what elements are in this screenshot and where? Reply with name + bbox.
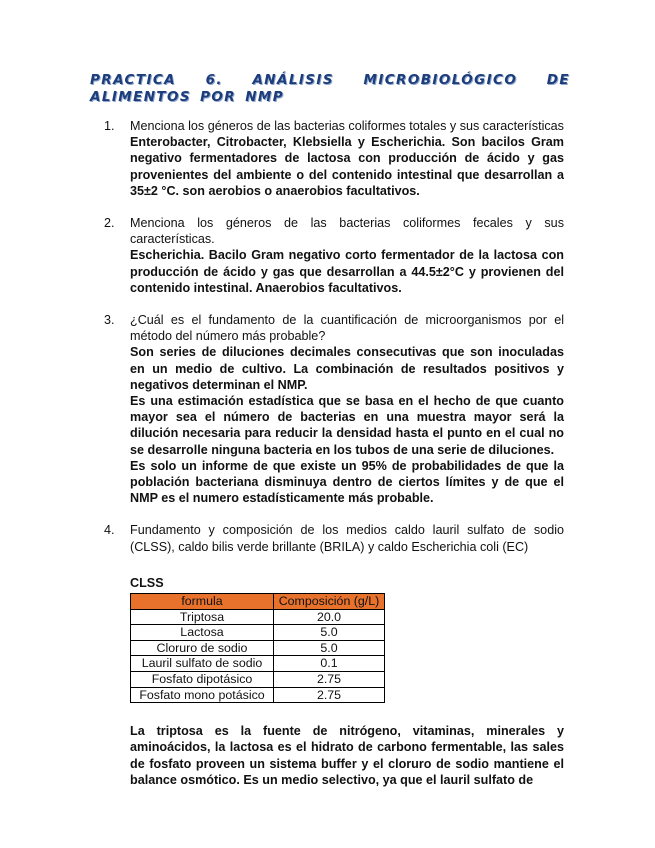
question-text: ¿Cuál es el fundamento de la cuantificación de microorganismos por el método del número más probable? bbox=[130, 313, 564, 344]
table-row bbox=[131, 656, 385, 672]
table-row bbox=[131, 687, 385, 703]
ingredient-cell: Triptosa bbox=[131, 609, 274, 625]
answer-text: Son series de diluciones decimales consecutivas que son inoculadas en un medio de cultivo. La combinación de resultados positivos y negativos determinan el NMP. bbox=[130, 345, 564, 392]
answer-text: Enterobacter, Citrobacter, Klebsiella y Escherichia. Son bacilos Gram negativo fermentadores de lactosa con producción de ácido y gas provenientes del ambiente o del contenido intestinal que desarrollan a 35±2 °C. son aerobios o anaerobios facultativos. bbox=[130, 135, 564, 198]
answer-text: Es una estimación estadística que se basa en el hecho de que cuanto mayor sea el número de bacterias en una muestra mayor será la dilución necesaria para reducir la densidad hasta el punto en el cual no se desarrolle ninguna bacteria en los tubos de una serie de diluciones. bbox=[130, 394, 564, 457]
question-text: Menciona los géneros de las bacterias coliformes totales y sus características bbox=[130, 119, 564, 133]
ingredient-cell: Lauril sulfato de sodio bbox=[131, 656, 274, 672]
ingredient-cell: Fosfato mono potásico bbox=[131, 687, 274, 703]
document-title: PRACTICA 6. ANÁLISIS MICROBIOLÓGICO DE ALIMENTOS POR NMP bbox=[90, 72, 570, 105]
question-list bbox=[104, 118, 564, 788]
table-row bbox=[131, 625, 385, 641]
question-number: 1. bbox=[104, 119, 115, 133]
table-row bbox=[131, 609, 385, 625]
amount-cell: 5.0 bbox=[274, 640, 385, 656]
table-row bbox=[131, 672, 385, 688]
amount-cell: 2.75 bbox=[274, 687, 385, 703]
answer-text: Es solo un informe de que existe un 95% de probabilidades de que la población bacteriana disminuya dentro de ciertos límites y de que el NMP es el numero estadísticamente más probable. bbox=[130, 458, 564, 506]
question-number: 2. bbox=[104, 216, 115, 231]
clss-table-label: CLSS bbox=[130, 575, 164, 590]
question-number: 3. bbox=[104, 313, 115, 328]
amount-cell: 2.75 bbox=[274, 672, 385, 688]
question-text: Menciona los géneros de las bacterias coliformes fecales y sus características. bbox=[130, 216, 564, 247]
question-number: 4. bbox=[104, 523, 115, 538]
amount-cell: 0.1 bbox=[274, 656, 385, 672]
ingredient-cell: Cloruro de sodio bbox=[131, 640, 274, 656]
question-item bbox=[104, 215, 564, 296]
table-header-row bbox=[131, 594, 385, 610]
amount-cell: 20.0 bbox=[274, 609, 385, 625]
question-item bbox=[104, 312, 564, 506]
clss-explanation-paragraph: La triptosa es la fuente de nitrógeno, vitaminas, minerales y aminoácidos, la lactosa es el hidrato de carbono fermentable, las sales de fosfato proveen un sistema buffer y el cloruro de sodio mantiene el balance osmótico. Es un medio selectivo, ya que el lauril sulfato de bbox=[130, 724, 564, 787]
question-text: Fundamento y composición de los medios caldo lauril sulfato de sodio (CLSS), caldo bilis verde brillante (BRILA) y caldo Escherichia coli (EC) bbox=[130, 523, 564, 554]
header-composition: Composición (g/L) bbox=[274, 594, 385, 610]
header-formula: formula bbox=[131, 594, 274, 610]
amount-cell: 5.0 bbox=[274, 625, 385, 641]
table-row bbox=[131, 640, 385, 656]
question-item bbox=[104, 118, 564, 199]
ingredient-cell: Fosfato dipotásico bbox=[131, 672, 274, 688]
clss-composition-table bbox=[130, 593, 385, 703]
ingredient-cell: Lactosa bbox=[131, 625, 274, 641]
answer-text: Escherichia. Bacilo Gram negativo corto fermentador de la lactosa con producción de ácido y gas que desarrollan a 44.5±2°C y provienen del contenido intestinal. Anaerobios facultativos. bbox=[130, 248, 564, 295]
question-item bbox=[104, 522, 564, 788]
